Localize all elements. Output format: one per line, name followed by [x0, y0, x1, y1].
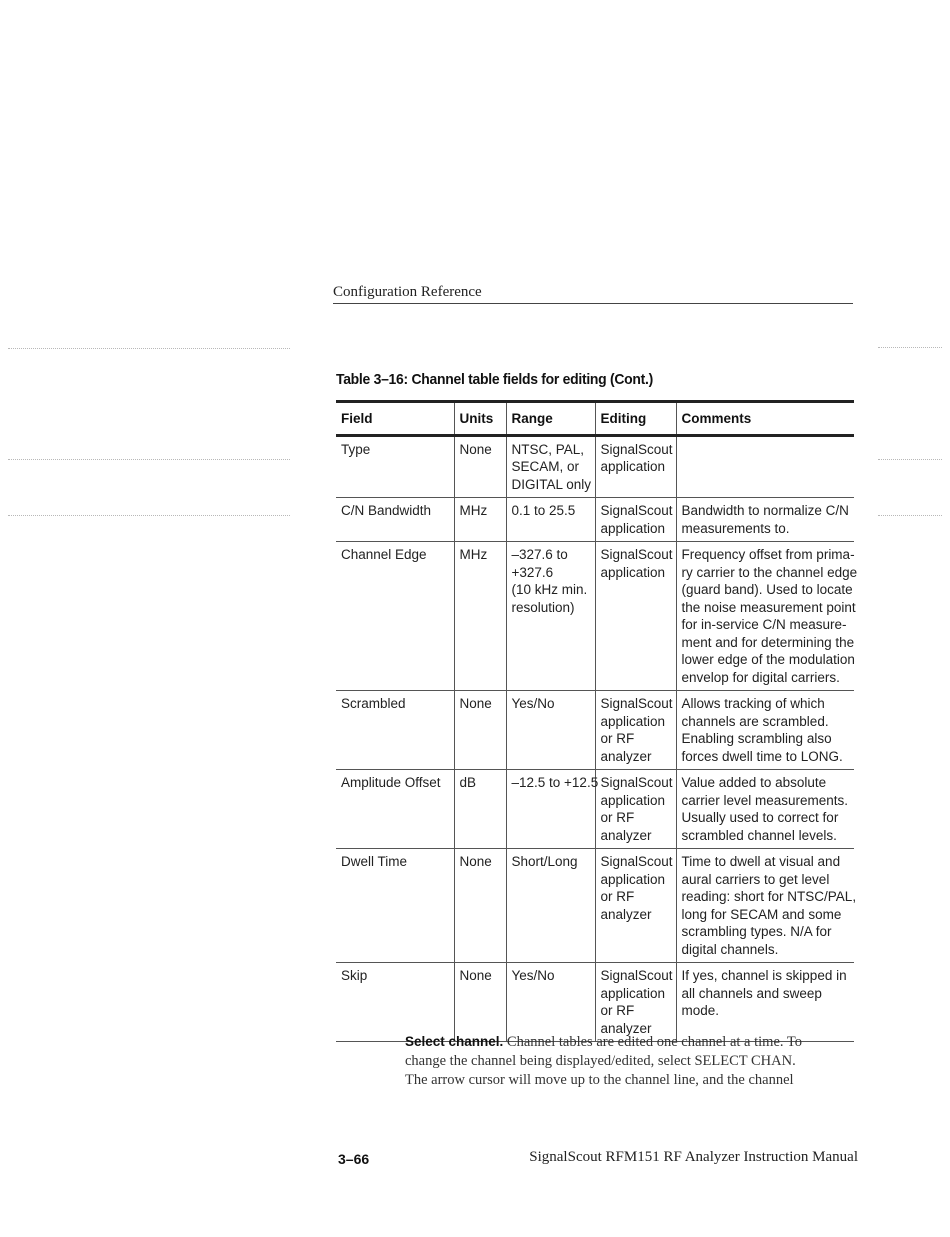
- editing-line: analyzer: [600, 748, 652, 764]
- editing-line: or RF: [600, 810, 635, 825]
- comments-cell: [676, 963, 854, 1042]
- comments-line: Frequency offset from prima-: [681, 547, 855, 562]
- editing-cell: [595, 691, 676, 770]
- comments-line: ry carrier to the channel edge: [681, 564, 858, 580]
- range-line: Short/Long: [511, 854, 578, 869]
- units-cell: dB: [454, 770, 506, 849]
- editing-line: SignalScout: [600, 696, 673, 711]
- field-cell: Channel Edge: [336, 542, 454, 691]
- range-cell: [506, 770, 599, 849]
- editing-line: application: [600, 520, 666, 536]
- editing-line: SignalScout: [600, 968, 673, 983]
- editing-line: SignalScout: [600, 503, 673, 518]
- paragraph-line: The arrow cursor will move up to the channel line, and the channel: [405, 1072, 794, 1088]
- margin-dotline: [878, 347, 942, 348]
- comments-line: Usually used to correct for: [681, 810, 839, 825]
- editing-line: application: [600, 564, 666, 580]
- table-body: [336, 435, 858, 1042]
- paragraph-text: Channel tables are edited one channel at a time. To: [503, 1034, 802, 1050]
- comments-line: digital channels.: [681, 941, 779, 957]
- comments-line: Bandwidth to normalize C/N: [681, 503, 849, 518]
- editing-line: SignalScout: [600, 547, 673, 562]
- comments-cell: [676, 691, 854, 770]
- range-cell: [506, 691, 595, 770]
- comments-line: ment and for determining the: [681, 634, 855, 650]
- comments-line: measurements to.: [681, 520, 790, 536]
- margin-dotline: [878, 515, 942, 516]
- editing-line: analyzer: [600, 1020, 652, 1036]
- units-cell: None: [454, 691, 506, 770]
- comments-line: If yes, channel is skipped in: [681, 968, 847, 983]
- comments-line: mode.: [681, 1003, 720, 1018]
- comments-line: channels are scrambled.: [681, 713, 829, 729]
- margin-dotline: [8, 515, 290, 516]
- comments-line: lower edge of the modulation: [681, 652, 855, 667]
- comments-line: long for SECAM and some: [681, 906, 842, 922]
- manual-title: SignalScout RFM151 RF Analyzer Instruction Manual: [529, 1149, 858, 1165]
- section-header: Configuration Reference: [333, 284, 482, 300]
- units-cell: None: [454, 963, 506, 1042]
- comments-line: Value added to absolute: [681, 775, 827, 790]
- editing-cell: [595, 849, 676, 963]
- margin-dotline: [878, 459, 942, 460]
- field-cell: Type: [336, 435, 454, 498]
- comments-cell: [676, 770, 854, 849]
- range-line: Yes/No: [511, 968, 555, 983]
- editing-line: application: [600, 871, 666, 887]
- table-header-row: [336, 402, 854, 436]
- comments-line: scrambling types. N/A for: [681, 924, 832, 939]
- range-line: SECAM, or: [511, 459, 580, 474]
- comments-line: envelop for digital carriers.: [681, 669, 840, 685]
- table-caption: Table 3–16: Channel table fields for editing (Cont.): [336, 371, 653, 388]
- editing-line: SignalScout: [600, 441, 673, 457]
- comments-cell: [676, 498, 854, 542]
- editing-cell: [595, 542, 676, 691]
- table-row: [336, 770, 854, 849]
- editing-cell: [595, 963, 676, 1042]
- comments-line: the noise measurement point: [681, 599, 856, 615]
- field-cell: Scrambled: [336, 691, 454, 770]
- margin-dotline: [8, 459, 290, 460]
- editing-line: application: [600, 985, 666, 1001]
- table-row: [336, 435, 854, 498]
- comments-line: Allows tracking of which: [681, 696, 825, 711]
- column-header-units: Units: [454, 402, 506, 436]
- range-line: (10 kHz min.: [511, 582, 588, 597]
- column-header-comments: Comments: [676, 402, 854, 436]
- editing-line: application: [600, 792, 666, 808]
- comments-line: forces dwell time to LONG.: [681, 748, 843, 764]
- range-line: –327.6 to: [511, 547, 568, 562]
- editing-line: analyzer: [600, 906, 652, 922]
- editing-line: or RF: [600, 889, 635, 904]
- table-row: [336, 542, 854, 691]
- column-header-editing: Editing: [595, 402, 676, 436]
- header-rule: [333, 303, 853, 304]
- editing-line: SignalScout: [600, 775, 673, 790]
- editing-line: or RF: [600, 731, 635, 746]
- editing-cell: [595, 770, 676, 849]
- paragraph-line: change the channel being displayed/edited, select SELECT CHAN.: [405, 1053, 796, 1069]
- editing-line: analyzer: [600, 827, 652, 843]
- field-cell: Amplitude Offset: [336, 770, 454, 849]
- editing-line: or RF: [600, 1003, 635, 1018]
- range-line: 0.1 to 25.5: [511, 503, 576, 518]
- range-cell: [506, 963, 595, 1042]
- table-row: [336, 691, 854, 770]
- range-cell: [506, 849, 595, 963]
- field-cell: C/N Bandwidth: [336, 498, 454, 542]
- units-cell: None: [454, 435, 506, 498]
- comments-cell: [676, 542, 858, 691]
- range-cell: [506, 542, 595, 691]
- field-cell: Skip: [336, 963, 454, 1042]
- comments-line: all channels and sweep: [681, 985, 822, 1001]
- range-line: Yes/No: [511, 696, 555, 711]
- editing-line: SignalScout: [600, 854, 673, 869]
- range-cell: [506, 498, 595, 542]
- page-number: 3–66: [338, 1151, 370, 1167]
- comments-line: Time to dwell at visual and: [681, 854, 841, 869]
- field-cell: Dwell Time: [336, 849, 454, 963]
- range-cell: [506, 435, 595, 498]
- paragraph-lead: Select channel.: [405, 1034, 504, 1049]
- range-line: resolution): [511, 599, 575, 615]
- range-line: DIGITAL only: [511, 476, 592, 492]
- table-row: [336, 963, 854, 1042]
- range-line: –12.5 to +12.5: [511, 775, 599, 790]
- range-line: +327.6: [511, 564, 554, 580]
- editing-cell: [595, 435, 676, 498]
- margin-dotline: [8, 348, 290, 349]
- units-cell: MHz: [454, 498, 506, 542]
- units-cell: MHz: [454, 542, 506, 691]
- comments-cell: [676, 849, 857, 963]
- comments-cell: [676, 435, 854, 498]
- comments-line: scrambled channel levels.: [681, 827, 837, 843]
- units-cell: None: [454, 849, 506, 963]
- paragraph-line: [405, 1032, 855, 1052]
- comments-line: aural carriers to get level: [681, 871, 830, 887]
- column-header-field: Field: [336, 402, 454, 436]
- editing-line: application: [600, 459, 666, 474]
- body-paragraph: [405, 1032, 855, 1090]
- channel-fields-table: [336, 400, 858, 1042]
- comments-line: Enabling scrambling also: [681, 731, 832, 746]
- editing-cell: [595, 498, 676, 542]
- table-row: [336, 498, 854, 542]
- editing-line: application: [600, 713, 666, 729]
- comments-line: carrier level measurements.: [681, 792, 849, 808]
- comments-line: reading: short for NTSC/PAL,: [681, 889, 857, 904]
- range-line: NTSC, PAL,: [511, 441, 585, 457]
- table-row: [336, 849, 854, 963]
- column-header-range: Range: [506, 402, 595, 436]
- comments-line: for in-service C/N measure-: [681, 617, 847, 632]
- comments-line: (guard band). Used to locate: [681, 582, 853, 597]
